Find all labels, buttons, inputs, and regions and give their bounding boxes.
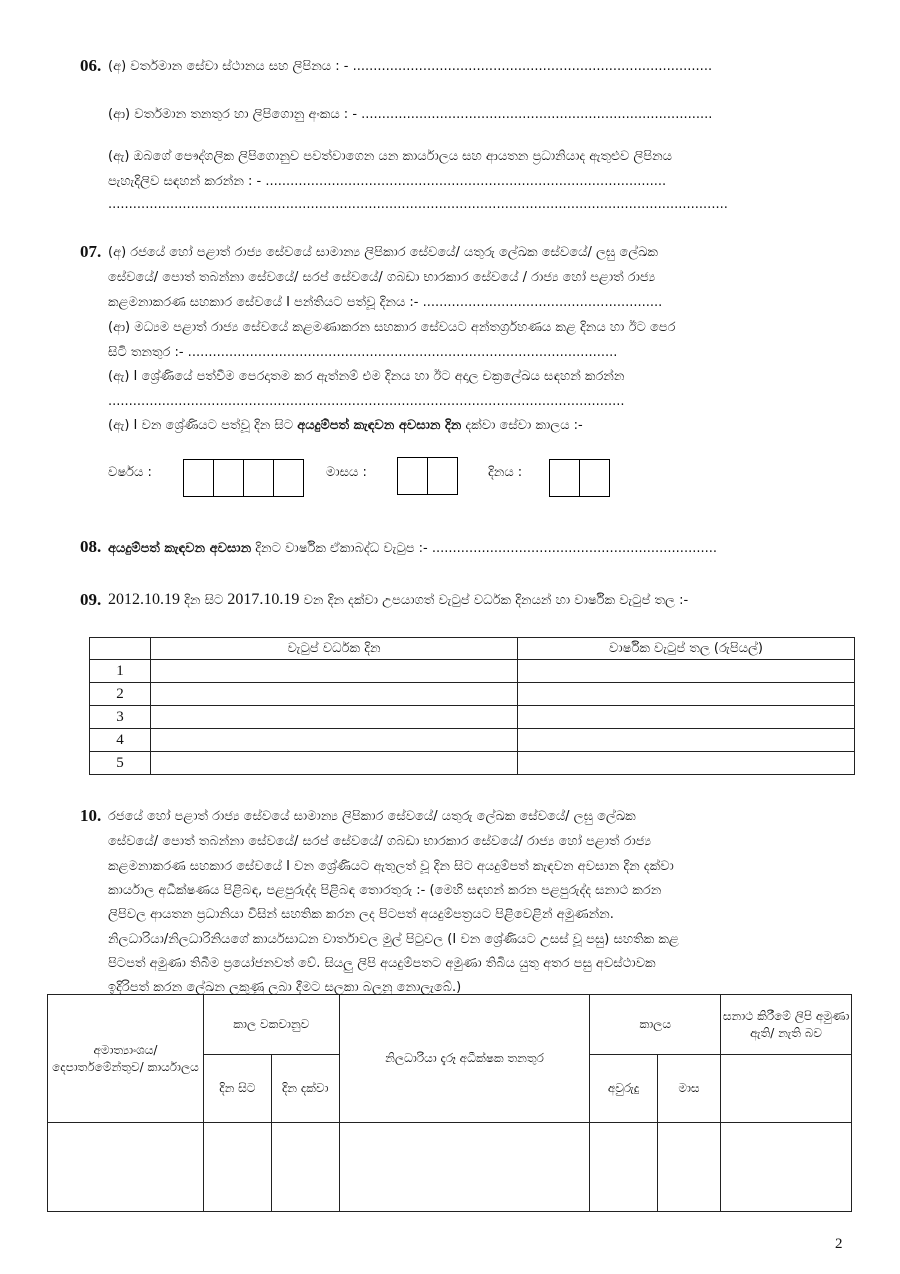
q10-line: නිලධාරියා/නිලධාරිනියගේ කාර්යසාධන වාර්තාවල මුල් පිටුවල (I වන ශ්‍රේණියට උසස් වූ පසු) සහතික කළ: [108, 932, 679, 947]
evidence-header-spacer: [721, 1055, 852, 1123]
row-index: 5: [90, 752, 151, 775]
increment-date-cell[interactable]: [151, 729, 518, 752]
q07-ae2-suffix: දක්වා සේවා කාලය :-: [461, 418, 583, 433]
increment-col-salary: වාර්ෂික වැටුප් තල (රුපියල්): [518, 638, 855, 660]
q07-a-line1: (අ) රජයේ හෝ පළාත් රාජ්‍ය සේවයේ සාමාන්‍ය ලිපිකාර සේවයේ/ යතුරු ලේඛක සේවයේ/ ලඝු ලේඛක: [108, 245, 658, 260]
q07-number: 07.: [80, 242, 102, 261]
table-row: [90, 660, 855, 683]
ministry-cell[interactable]: [48, 1123, 204, 1212]
col-duration: කාලය: [590, 995, 721, 1055]
q07-ae-line2: .............................................................................................................................: [108, 394, 625, 409]
q08-number: 08.: [80, 537, 102, 556]
q09-number: 09.: [80, 590, 102, 609]
q06-ae-line2: පැහැදිලිව සඳහන් කරන්න : - .................................................................................................: [108, 174, 667, 189]
salary-scale-cell[interactable]: [518, 729, 855, 752]
q10-line: පිටපත් අමුණා තිබීම ප්‍රයෝජනවත් වේ. සියලු ලිපි අයදුම්පතට අමුණා තිබිය යුතු අතර පසු අවස්ථාවක: [108, 956, 656, 971]
q06-ae-line1: (ඇ) ඔබගේ පෞද්ගලික ලිපිගොනුව පවත්වාගෙන යන කාර්යාලය සහ ආයතන ප්‍රධානියාද ඇතුළුව ලිපිනය: [108, 149, 673, 164]
q08-bold: අයදුම්පත් කැඳවන අවසාන: [108, 541, 252, 556]
q07-ae2-text: [108, 417, 583, 435]
year-digit-box[interactable]: [184, 460, 214, 496]
q07-ae-line1: (ඇ) I ශ්‍රේණියේ පත්වීම පෙරදාතම කර ඇත්නම් එම දිනය හා ඊට අදාල චක්‍රලේඛය සඳහන් කරන්න: [108, 369, 625, 384]
salary-scale-cell[interactable]: [518, 660, 855, 683]
q09-mid: දින සිට: [180, 593, 228, 608]
q10-line: කාර්යාල අධීක්ෂණය පිළිබඳ, පළපුරුද්ද පිළිබඳ තොරතුරු :- (මෙහි සඳහන් කරන පළපුරුද්ද සනාථ කරන: [108, 883, 662, 898]
from-date-cell[interactable]: [203, 1123, 271, 1212]
row-index: 4: [90, 729, 151, 752]
row-index: 1: [90, 660, 151, 683]
q09-date-from: 2012.10.19: [108, 591, 180, 608]
table-row: [48, 1123, 852, 1212]
page-number: 2: [835, 1236, 843, 1252]
q07-a-line2: සේවයේ/ පොත් තබන්නා සේවයේ/ සරප් සේවයේ/ ගබඩා භාරකාර සේවයේ / රාජ්‍ය හෝ පළාත් රාජ්‍ය: [108, 270, 656, 285]
salary-scale-cell[interactable]: [518, 706, 855, 729]
q10-line: ඉදිරිපත් කරන ලේඛන ලකුණු ලබා දීමට සලකා බලනු නොලැබේ.): [108, 980, 462, 995]
q09-text: [108, 591, 688, 610]
month-boxes[interactable]: [397, 457, 458, 495]
table-row: [90, 752, 855, 775]
increment-table-header: [90, 638, 855, 660]
day-boxes[interactable]: [549, 459, 610, 497]
increment-date-cell[interactable]: [151, 706, 518, 729]
q07-ae2-bold: අයදුම්පත් කැඳවන අවසාන දින: [297, 418, 462, 433]
q10-line: ලිපිවල ආයතන ප්‍රධානියා විසින් සහතික කරන ලද පිටපත් අයදුම්පත්‍රයට පිළිවෙළින් අමුණන්න.: [108, 907, 614, 922]
col-years: අවුරුදු: [590, 1055, 657, 1123]
col-evidence: සනාථ කිරීමේ ලිපි අමුණා ඇති/ නැති බව: [721, 995, 852, 1055]
year-digit-box[interactable]: [274, 460, 303, 496]
q10-number: 10.: [80, 806, 102, 825]
row-index: 2: [90, 683, 151, 706]
increment-table: [89, 637, 855, 775]
year-digit-box[interactable]: [214, 460, 244, 496]
salary-scale-cell[interactable]: [518, 752, 855, 775]
table-row: [90, 706, 855, 729]
q08-text: [108, 540, 717, 558]
table-row: [90, 729, 855, 752]
q09-rest: වන දින දක්වා උපයාගත් වැටුප් වර්ධක දිනයන් හා වාර්ෂික වැටුප් තල :-: [299, 593, 689, 608]
q07-aa-line1: (ආ) මධ්‍යම පළාත් රාජ්‍ය සේවයේ කළමණාකරන සහකාර සේවයට අන්තර්ග්‍රහණය කළ දිනය හා ඊට පෙර: [108, 320, 676, 335]
month-digit-box[interactable]: [398, 458, 428, 494]
salary-scale-cell[interactable]: [518, 683, 855, 706]
year-label: වර්ෂය :: [108, 465, 152, 480]
q07-a-line3: කළමනාකරණ සහකාර සේවයේ I පන්තියට පත්වූ දිනය :- ..........................................................: [108, 295, 663, 310]
supervision-table: [47, 994, 852, 1212]
year-boxes[interactable]: [183, 459, 304, 497]
month-label: මාසය :: [326, 465, 367, 480]
q06-a-text: (අ) වර්තමාන සේවා ස්ථානය සහ ලිපිනය : - .......................................................................................: [108, 59, 713, 74]
increment-col-date: වැටුප් වර්ධක දින: [151, 638, 518, 660]
increment-col-index: [90, 638, 151, 660]
q09-date-to: 2017.10.19: [227, 591, 300, 608]
day-digit-box[interactable]: [550, 460, 580, 496]
row-index: 3: [90, 706, 151, 729]
to-date-cell[interactable]: [271, 1123, 339, 1212]
q10-line: කළමනාකරණ සහකාර සේවයේ I වන ශ්‍රේණියට ඇතුලත් වූ දින සිට අයදුම්පත් කැඳවන අවසාන දින දක්වා: [108, 859, 674, 874]
q06-ae-line3: ......................................................................................................................................................: [108, 197, 728, 212]
col-post: නිලධාරියා දැරූ අධීක්ෂක තනතුර: [339, 995, 590, 1123]
evidence-cell[interactable]: [721, 1123, 852, 1212]
col-to-date: දින දක්වා: [271, 1055, 339, 1123]
months-cell[interactable]: [657, 1123, 720, 1212]
q10-line: රජයේ හෝ පළාත් රාජ්‍ය සේවයේ සාමාන්‍ය ලිපිකාර සේවයේ/ යතුරු ලේඛක සේවයේ/ ලඝු ලේඛක: [108, 809, 636, 824]
q06-aa-text: (ආ) වර්තමාන තනතුර හා ලිපිගොනු අංකය : - .....................................................................................: [108, 107, 713, 122]
post-cell[interactable]: [339, 1123, 590, 1212]
col-period: කාල වකවානුව: [203, 995, 339, 1055]
month-digit-box[interactable]: [428, 458, 457, 494]
year-digit-box[interactable]: [244, 460, 274, 496]
q07-ae2-prefix: (ඇ) I වන ශ්‍රේණියට පත්වූ දින සිට: [108, 418, 298, 433]
col-months: මාස: [657, 1055, 720, 1123]
col-from-date: දින සිට: [203, 1055, 271, 1123]
day-digit-box[interactable]: [580, 460, 609, 496]
q10-line: සේවයේ/ පොත් තබන්නා සේවයේ/ සරප් සේවයේ/ ගබඩා භාරකාර සේවයේ/ රාජ්‍ය හෝ පළාත් රාජ්‍ය: [108, 834, 652, 849]
years-cell[interactable]: [590, 1123, 657, 1212]
q06-number: 06.: [80, 56, 102, 75]
increment-date-cell[interactable]: [151, 660, 518, 683]
table-row: [90, 683, 855, 706]
increment-date-cell[interactable]: [151, 683, 518, 706]
day-label: දිනය :: [488, 465, 523, 480]
increment-date-cell[interactable]: [151, 752, 518, 775]
col-ministry: අමාත්‍යාංශය/ දෙපාර්තමේන්තුව/ කාර්යාලය: [48, 995, 204, 1123]
q08-rest: දිනට වාර්ෂික ඒකාබද්ධ වැටුප :- .....................................................................: [251, 541, 717, 556]
q07-aa-line2: සිටි තනතුර :- ........................................................................................................: [108, 345, 618, 360]
